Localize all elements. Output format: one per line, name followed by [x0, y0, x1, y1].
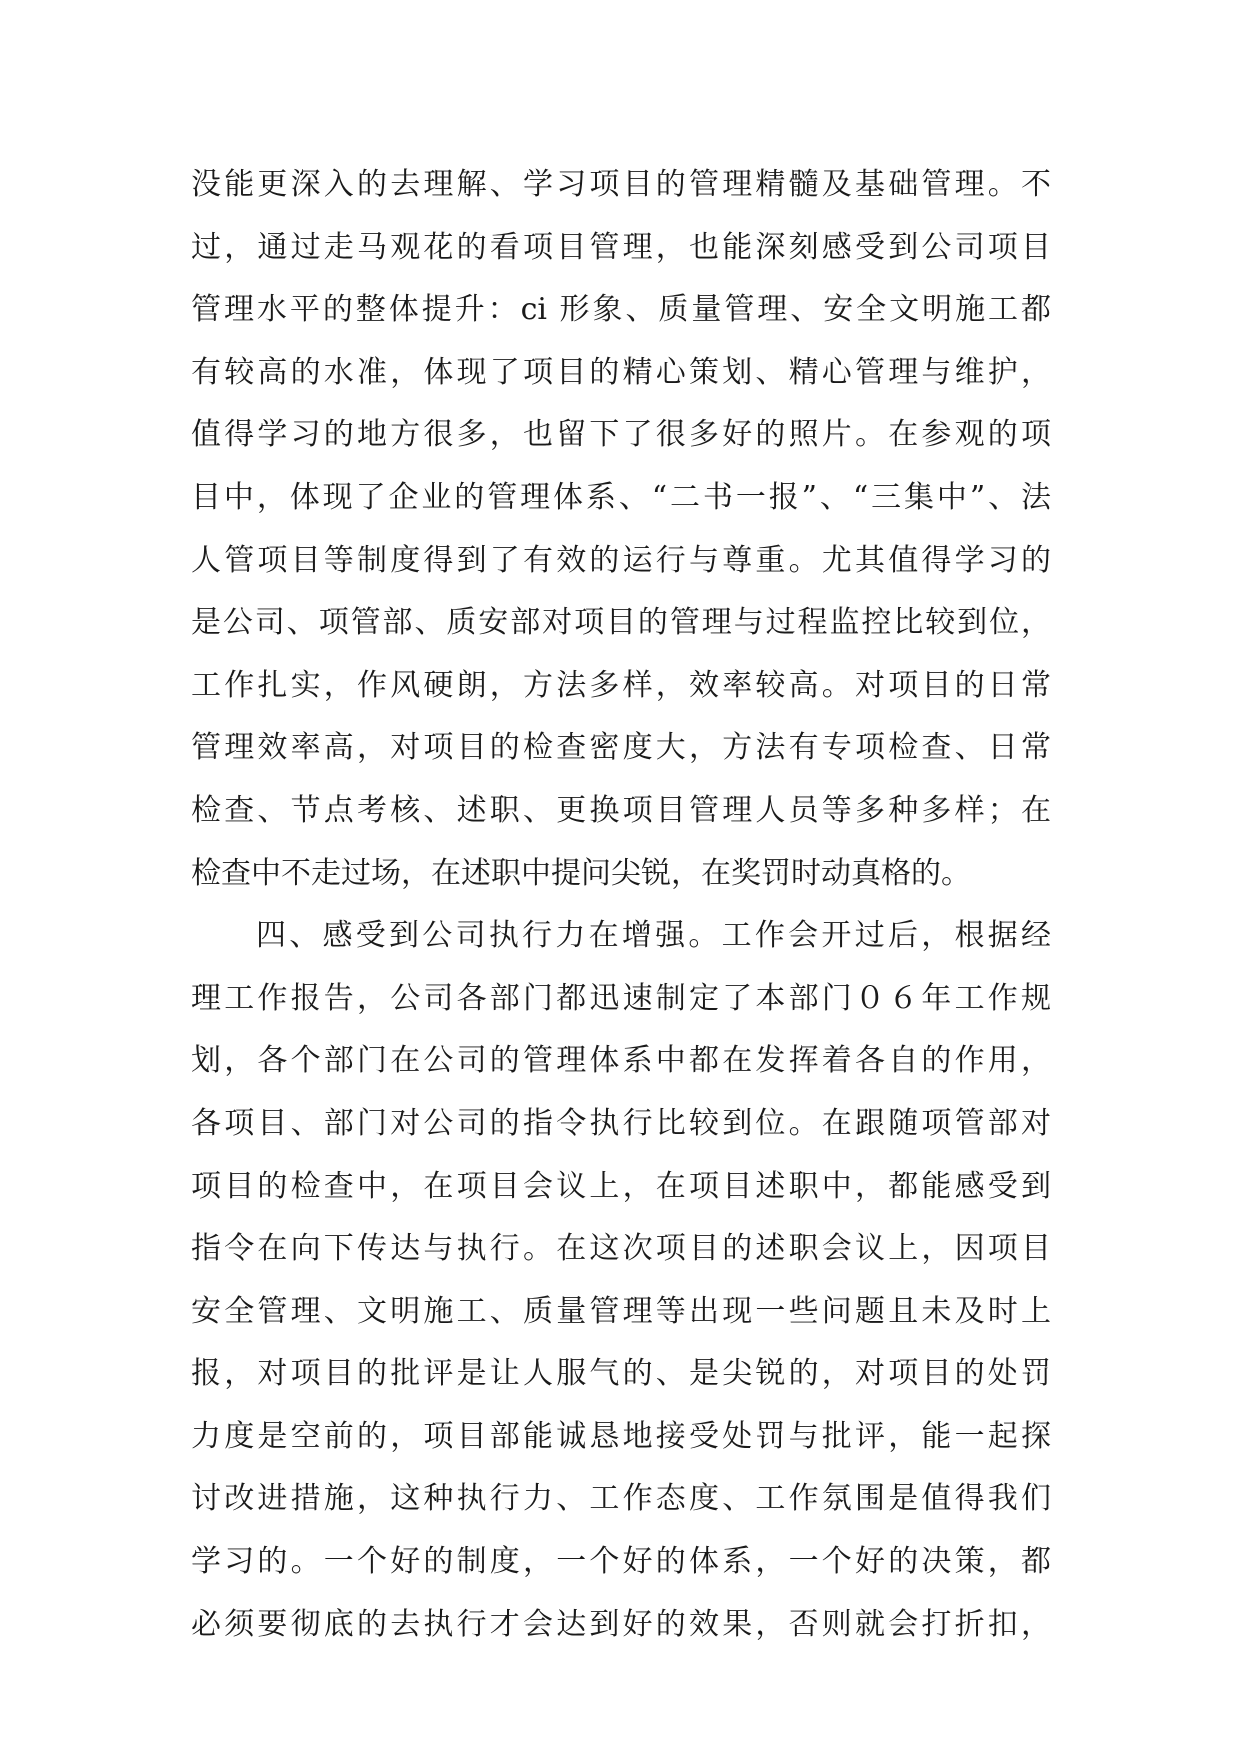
text-line-8: 是公司、项管部、质安部对项目的管理与过程监控比较到位， [191, 605, 1051, 641]
text-line-14: 理工作报告，公司各部门都迅速制定了本部门０６年工作规 [191, 980, 1051, 1016]
text-line-10: 管理效率高，对项目的检查密度大，方法有专项检查、日常 [191, 730, 1051, 766]
text-line-13: 四、感受到公司执行力在增强。工作会开过后，根据经 [256, 918, 1051, 954]
text-line-7: 人管项目等制度得到了有效的运行与尊重。尤其值得学习的 [191, 542, 1051, 578]
text-line-15: 划，各个部门在公司的管理体系中都在发挥着各自的作用， [191, 1043, 1051, 1079]
text-line-22: 讨改进措施，这种执行力、工作态度、工作氛围是值得我们 [191, 1481, 1051, 1517]
text-line-18: 指令在向下传达与执行。在这次项目的述职会议上，因项目 [191, 1231, 1051, 1267]
text-line-16: 各项目、部门对公司的指令执行比较到位。在跟随项管部对 [191, 1105, 1051, 1141]
text-line-6: 目中，体现了企业的管理体系、“二书一报”、“三集中”、法 [191, 479, 1051, 515]
text-line-11: 检查、节点考核、述职、更换项目管理人员等多种多样；在 [191, 792, 1051, 828]
text-line-1: 没能更深入的去理解、学习项目的管理精髓及基础管理。不 [191, 167, 1051, 202]
text-line-2: 过，通过走马观花的看项目管理，也能深刻感受到公司项目 [191, 229, 1051, 265]
text-line-4: 有较高的水准，体现了项目的精心策划、精心管理与维护， [191, 354, 1051, 390]
text-line-9: 工作扎实，作风硬朗，方法多样，效率较高。对项目的日常 [191, 667, 1051, 703]
text-line-24: 必须要彻底的去执行才会达到好的效果，否则就会打折扣， [191, 1606, 1051, 1642]
body-text [191, 154, 1051, 1656]
text-line-21: 力度是空前的，项目部能诚恳地接受处罚与批评，能一起探 [191, 1418, 1051, 1454]
text-line-3: 管理水平的整体提升：ci 形象、质量管理、安全文明施工都 [191, 292, 1051, 328]
text-line-17: 项目的检查中，在项目会议上，在项目述职中，都能感受到 [191, 1168, 1051, 1204]
text-line-12: 检查中不走过场，在述职中提问尖锐，在奖罚时动真格的。 [191, 855, 971, 891]
text-line-5: 值得学习的地方很多，也留下了很多好的照片。在参观的项 [191, 417, 1051, 453]
text-line-20: 报，对项目的批评是让人服气的、是尖锐的，对项目的处罚 [191, 1356, 1051, 1392]
text-line-23: 学习的。一个好的制度，一个好的体系，一个好的决策，都 [191, 1544, 1051, 1580]
text-line-19: 安全管理、文明施工、质量管理等出现一些问题且未及时上 [191, 1293, 1051, 1329]
